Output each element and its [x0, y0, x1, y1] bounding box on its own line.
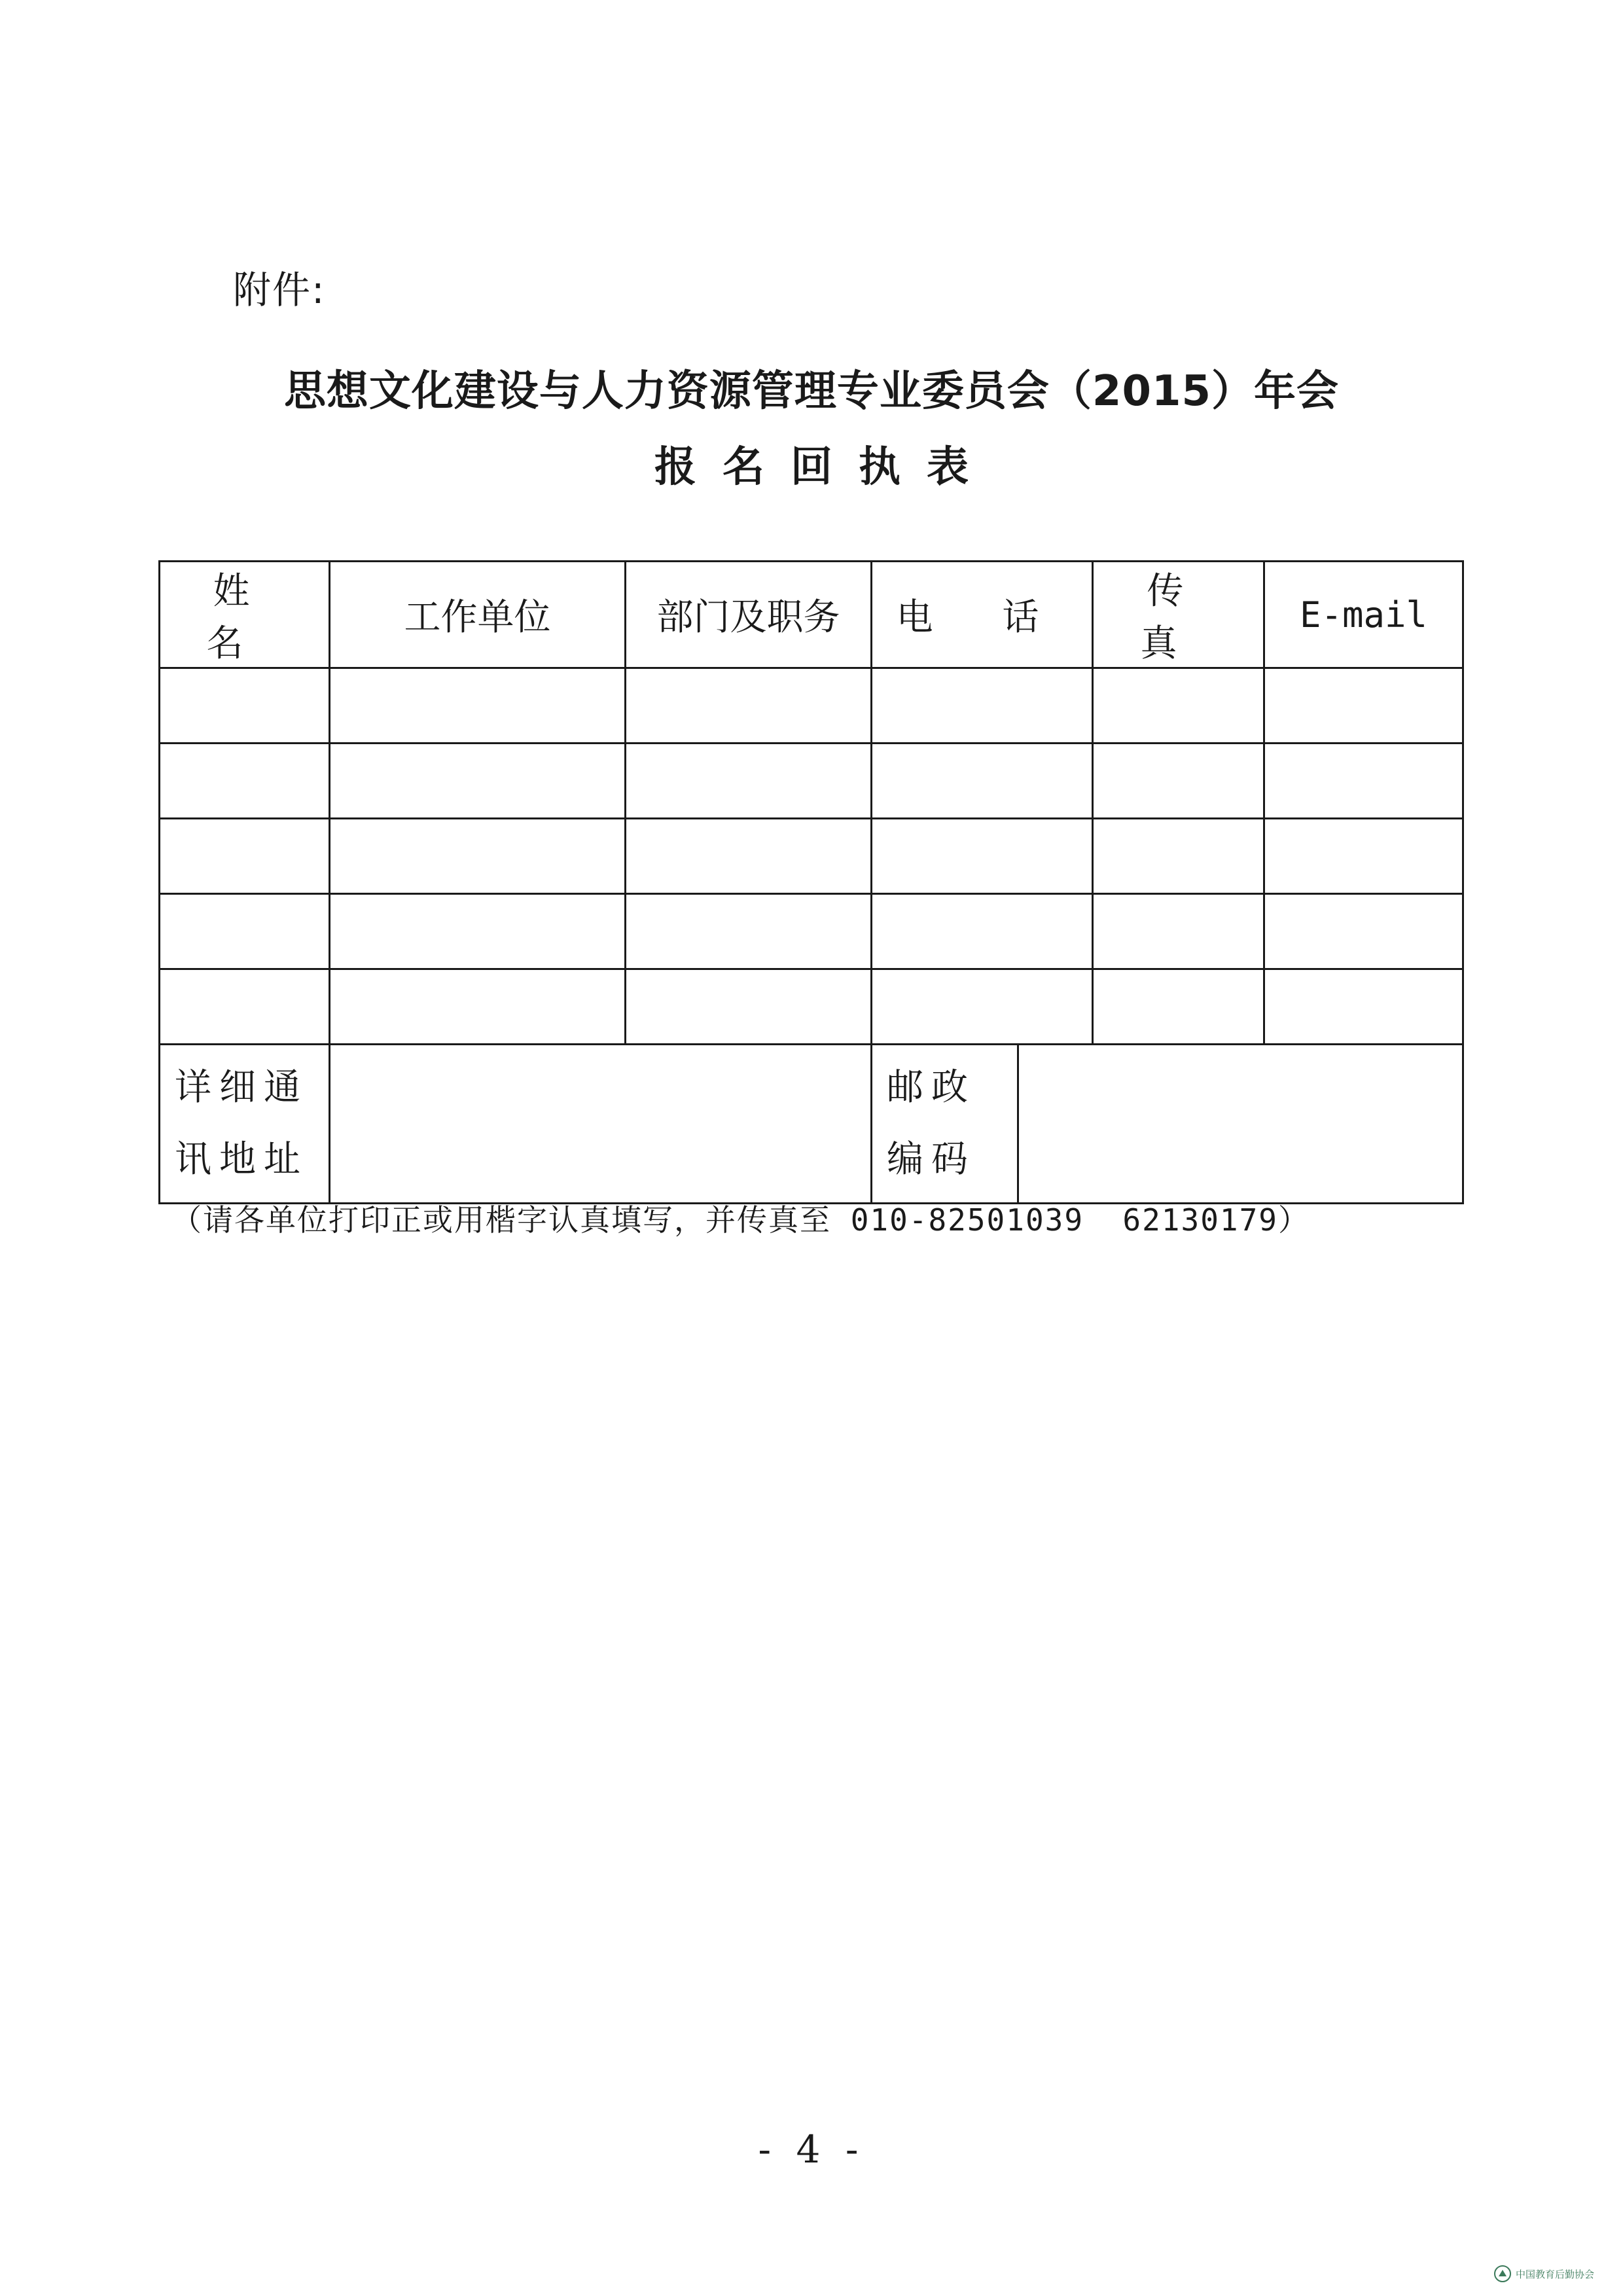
phone-cell[interactable] [872, 894, 1093, 969]
header-name: 姓 名 [160, 562, 330, 668]
fax-cell[interactable] [1093, 894, 1264, 969]
header-fax: 传 真 [1093, 562, 1264, 668]
logo-text: 中国教育后勤协会 [1516, 2268, 1595, 2280]
name-cell[interactable] [160, 894, 330, 969]
department-cell[interactable] [626, 744, 872, 819]
organization-cell[interactable] [330, 969, 626, 1045]
form-title: 思想文化建设与人力资源管理专业委员会（2015）年会 [283, 367, 1340, 416]
table-row [160, 819, 1463, 894]
address-row [160, 1045, 1463, 1204]
table-row [160, 894, 1463, 969]
organization-cell[interactable] [330, 668, 626, 744]
email-cell[interactable] [1264, 819, 1463, 894]
email-cell[interactable] [1264, 969, 1463, 1045]
phone-cell[interactable] [872, 744, 1093, 819]
header-email: E-mail [1264, 562, 1463, 668]
email-cell[interactable] [1264, 894, 1463, 969]
address-field[interactable] [330, 1045, 872, 1204]
address-label: 详细通 讯地址 [160, 1045, 330, 1204]
header-department-position: 部门及职务 [626, 562, 872, 668]
attachment-label: 附件: [233, 268, 326, 312]
table-header-row [160, 562, 1463, 668]
form-subtitle: 报名回执表 [654, 443, 995, 492]
fax-cell[interactable] [1093, 969, 1264, 1045]
phone-cell[interactable] [872, 668, 1093, 744]
fax-instruction-note: （请各单位打印正或用楷字认真填写，并传真至 010-82501039 62130179） [171, 1202, 1310, 1238]
fax-cell[interactable] [1093, 819, 1264, 894]
email-cell[interactable] [1264, 668, 1463, 744]
organization-cell[interactable] [330, 819, 626, 894]
phone-cell[interactable] [872, 969, 1093, 1045]
header-organization: 工作单位 [330, 562, 626, 668]
header-phone: 电 话 [872, 562, 1093, 668]
department-cell[interactable] [626, 894, 872, 969]
fax-cell[interactable] [1093, 744, 1264, 819]
organization-cell[interactable] [330, 894, 626, 969]
department-cell[interactable] [626, 668, 872, 744]
association-logo-icon [1493, 2265, 1512, 2283]
name-cell[interactable] [160, 969, 330, 1045]
postal-code-field[interactable] [1018, 1045, 1463, 1204]
name-cell[interactable] [160, 668, 330, 744]
name-cell[interactable] [160, 819, 330, 894]
registration-table [158, 560, 1464, 1204]
association-logo [1493, 2265, 1594, 2283]
phone-cell[interactable] [872, 819, 1093, 894]
table-row [160, 969, 1463, 1045]
table-row [160, 744, 1463, 819]
table-row [160, 668, 1463, 744]
department-cell[interactable] [626, 819, 872, 894]
organization-cell[interactable] [330, 744, 626, 819]
email-cell[interactable] [1264, 744, 1463, 819]
department-cell[interactable] [626, 969, 872, 1045]
name-cell[interactable] [160, 744, 330, 819]
fax-cell[interactable] [1093, 668, 1264, 744]
postal-code-label: 邮政 编码 [872, 1045, 1018, 1204]
page-number: - 4 - [758, 2127, 865, 2172]
